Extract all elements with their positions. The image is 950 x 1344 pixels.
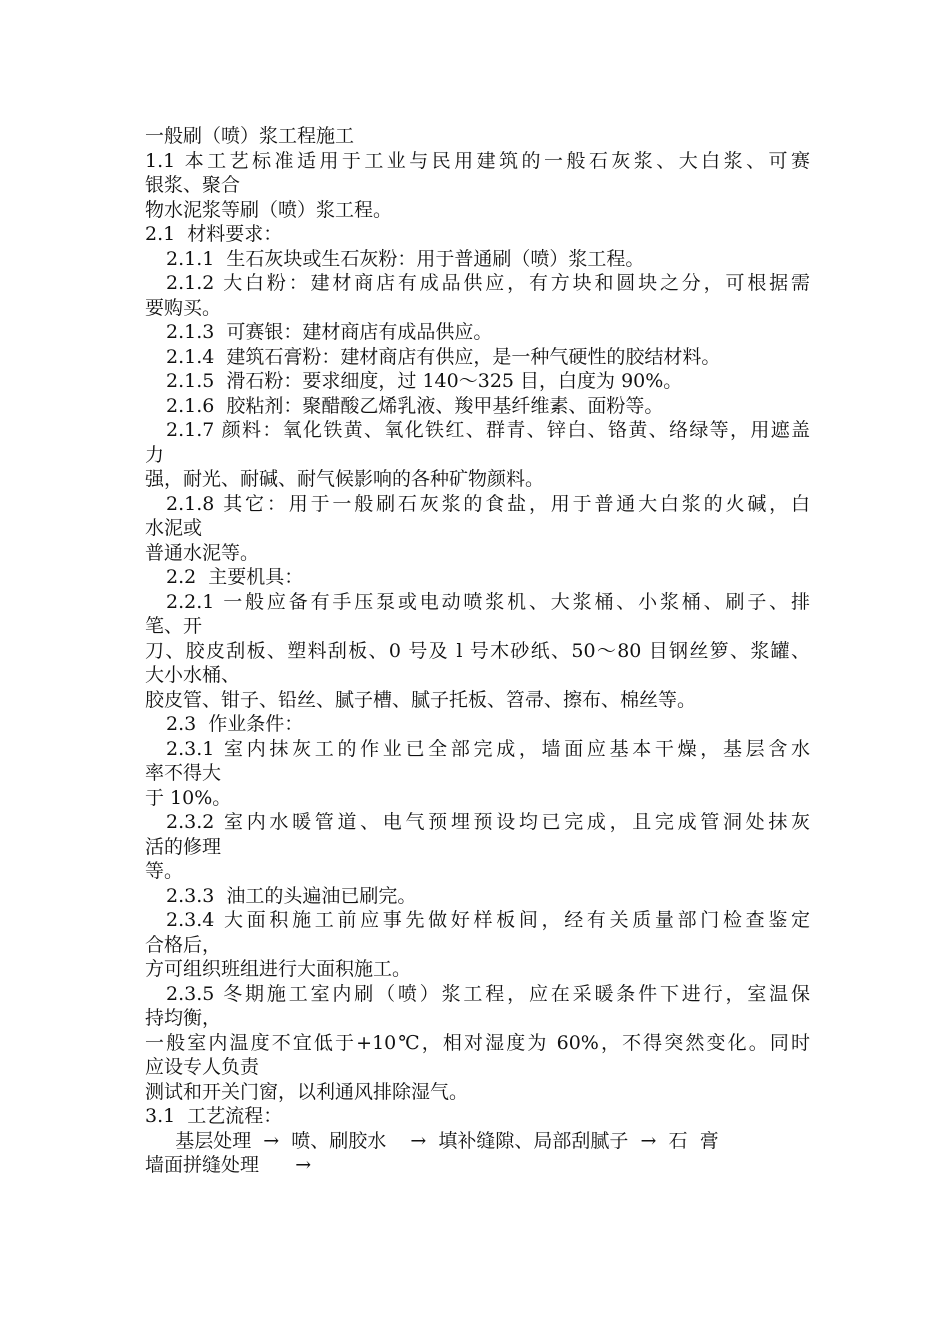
text-line: 1.1 本工艺标准适用于工业与民用建筑的一般石灰浆、大白浆、可赛 xyxy=(145,149,810,172)
text-line: 2.2.1 一般应备有手压泵或电动喷浆机、大浆桶、小浆桶、刷子、排 xyxy=(166,590,810,613)
text-line: 2.1.1 生石灰块或生石灰粉：用于普通刷（喷）浆工程。 xyxy=(166,247,645,270)
text-line: 2.3.5 冬期施工室内刷（喷）浆工程，应在采暖条件下进行，室温保 xyxy=(166,982,810,1005)
text-line: 要购买。 xyxy=(145,296,222,319)
text-line: 2.3.1 室内抹灰工的作业已全部完成，墙面应基本干燥，基层含水 xyxy=(166,737,810,760)
text-line: 合格后， xyxy=(145,933,222,956)
text-line: 水泥或 xyxy=(145,517,203,539)
text-line: 一般室内温度不宜低于+10℃，相对湿度为 60%，不得突然变化。同时 xyxy=(145,1031,810,1054)
text-line: 2.1.7 颜料：氧化铁黄、氧化铁红、群青、锌白、铬黄、络绿等，用遮盖 xyxy=(166,419,810,441)
text-line: 2.1.6 胶粘剂：聚醋酸乙烯乳液、羧甲基纤维素、面粉等。 xyxy=(166,394,664,417)
text-line: 胶皮管、钳子、铅丝、腻子槽、腻子托板、笤帚、擦布、棉丝等。 xyxy=(145,688,697,711)
text-line: 2.1.2 大白粉：建材商店有成品供应，有方块和圆块之分，可根据需 xyxy=(166,272,810,294)
text-line: 等。 xyxy=(145,860,184,882)
text-line: 应设专人负责 xyxy=(145,1056,260,1078)
text-line: 2.1 材料要求： xyxy=(145,223,283,245)
text-line: 于 10%。 xyxy=(145,786,232,809)
text-line: 2.2 主要机具： xyxy=(166,566,304,588)
text-line: 2.1.4 建筑石膏粉：建材商店有供应，是一种气硬性的胶结材料。 xyxy=(166,345,721,368)
text-line: 银浆、聚合 xyxy=(145,174,241,196)
text-line: 普通水泥等。 xyxy=(145,541,260,564)
text-line: 物水泥浆等刷（喷）浆工程。 xyxy=(145,198,393,221)
process-flow-line-2: 墙面拼缝处理 → xyxy=(145,1154,312,1176)
text-line: 2.3 作业条件： xyxy=(166,713,304,735)
text-line: 2.3.3 油工的头遍油已刷完。 xyxy=(166,884,417,907)
process-flow-line-1: 基层处理 → 喷、刷胶水 → 填补缝隙、局部刮腻子 → 石 膏 xyxy=(145,1129,719,1152)
text-line: 2.1.5 滑石粉：要求细度，过 140～325 目，白度为 90%。 xyxy=(166,370,683,392)
text-line: 2.3.2 室内水暖管道、电气预埋预设均已完成，且完成管洞处抹灰 xyxy=(166,811,810,833)
document-title: 一般刷（喷）浆工程施工 xyxy=(145,125,355,147)
document-body xyxy=(145,149,810,1129)
text-line: 刀、胶皮刮板、塑料刮板、0 号及 l 号木砂纸、50～80 目钢丝箩、浆罐、 xyxy=(145,639,810,662)
text-line: 2.1.3 可赛银：建材商店有成品供应。 xyxy=(166,321,493,343)
text-line: 方可组织班组进行大面积施工。 xyxy=(145,958,412,980)
text-line: 测试和开关门窗，以利通风排除湿气。 xyxy=(145,1080,469,1103)
text-line: 力 xyxy=(145,443,165,466)
text-line: 笔、开 xyxy=(145,615,203,637)
text-line: 持均衡， xyxy=(145,1007,222,1029)
text-line: 活的修理 xyxy=(145,835,222,858)
text-line: 2.3.4 大面积施工前应事先做好样板间，经有关质量部门检查鉴定 xyxy=(166,909,810,931)
text-line: 大小水桶、 xyxy=(145,664,241,686)
text-line: 3.1 工艺流程： xyxy=(145,1105,283,1127)
text-line: 强，耐光、耐碱、耐气候影响的各种矿物颜料。 xyxy=(145,468,545,490)
text-line: 2.1.8 其它：用于一般刷石灰浆的食盐，用于普通大白浆的火碱，白 xyxy=(166,492,810,515)
document-page xyxy=(145,124,810,1178)
text-line: 率不得大 xyxy=(145,762,222,784)
